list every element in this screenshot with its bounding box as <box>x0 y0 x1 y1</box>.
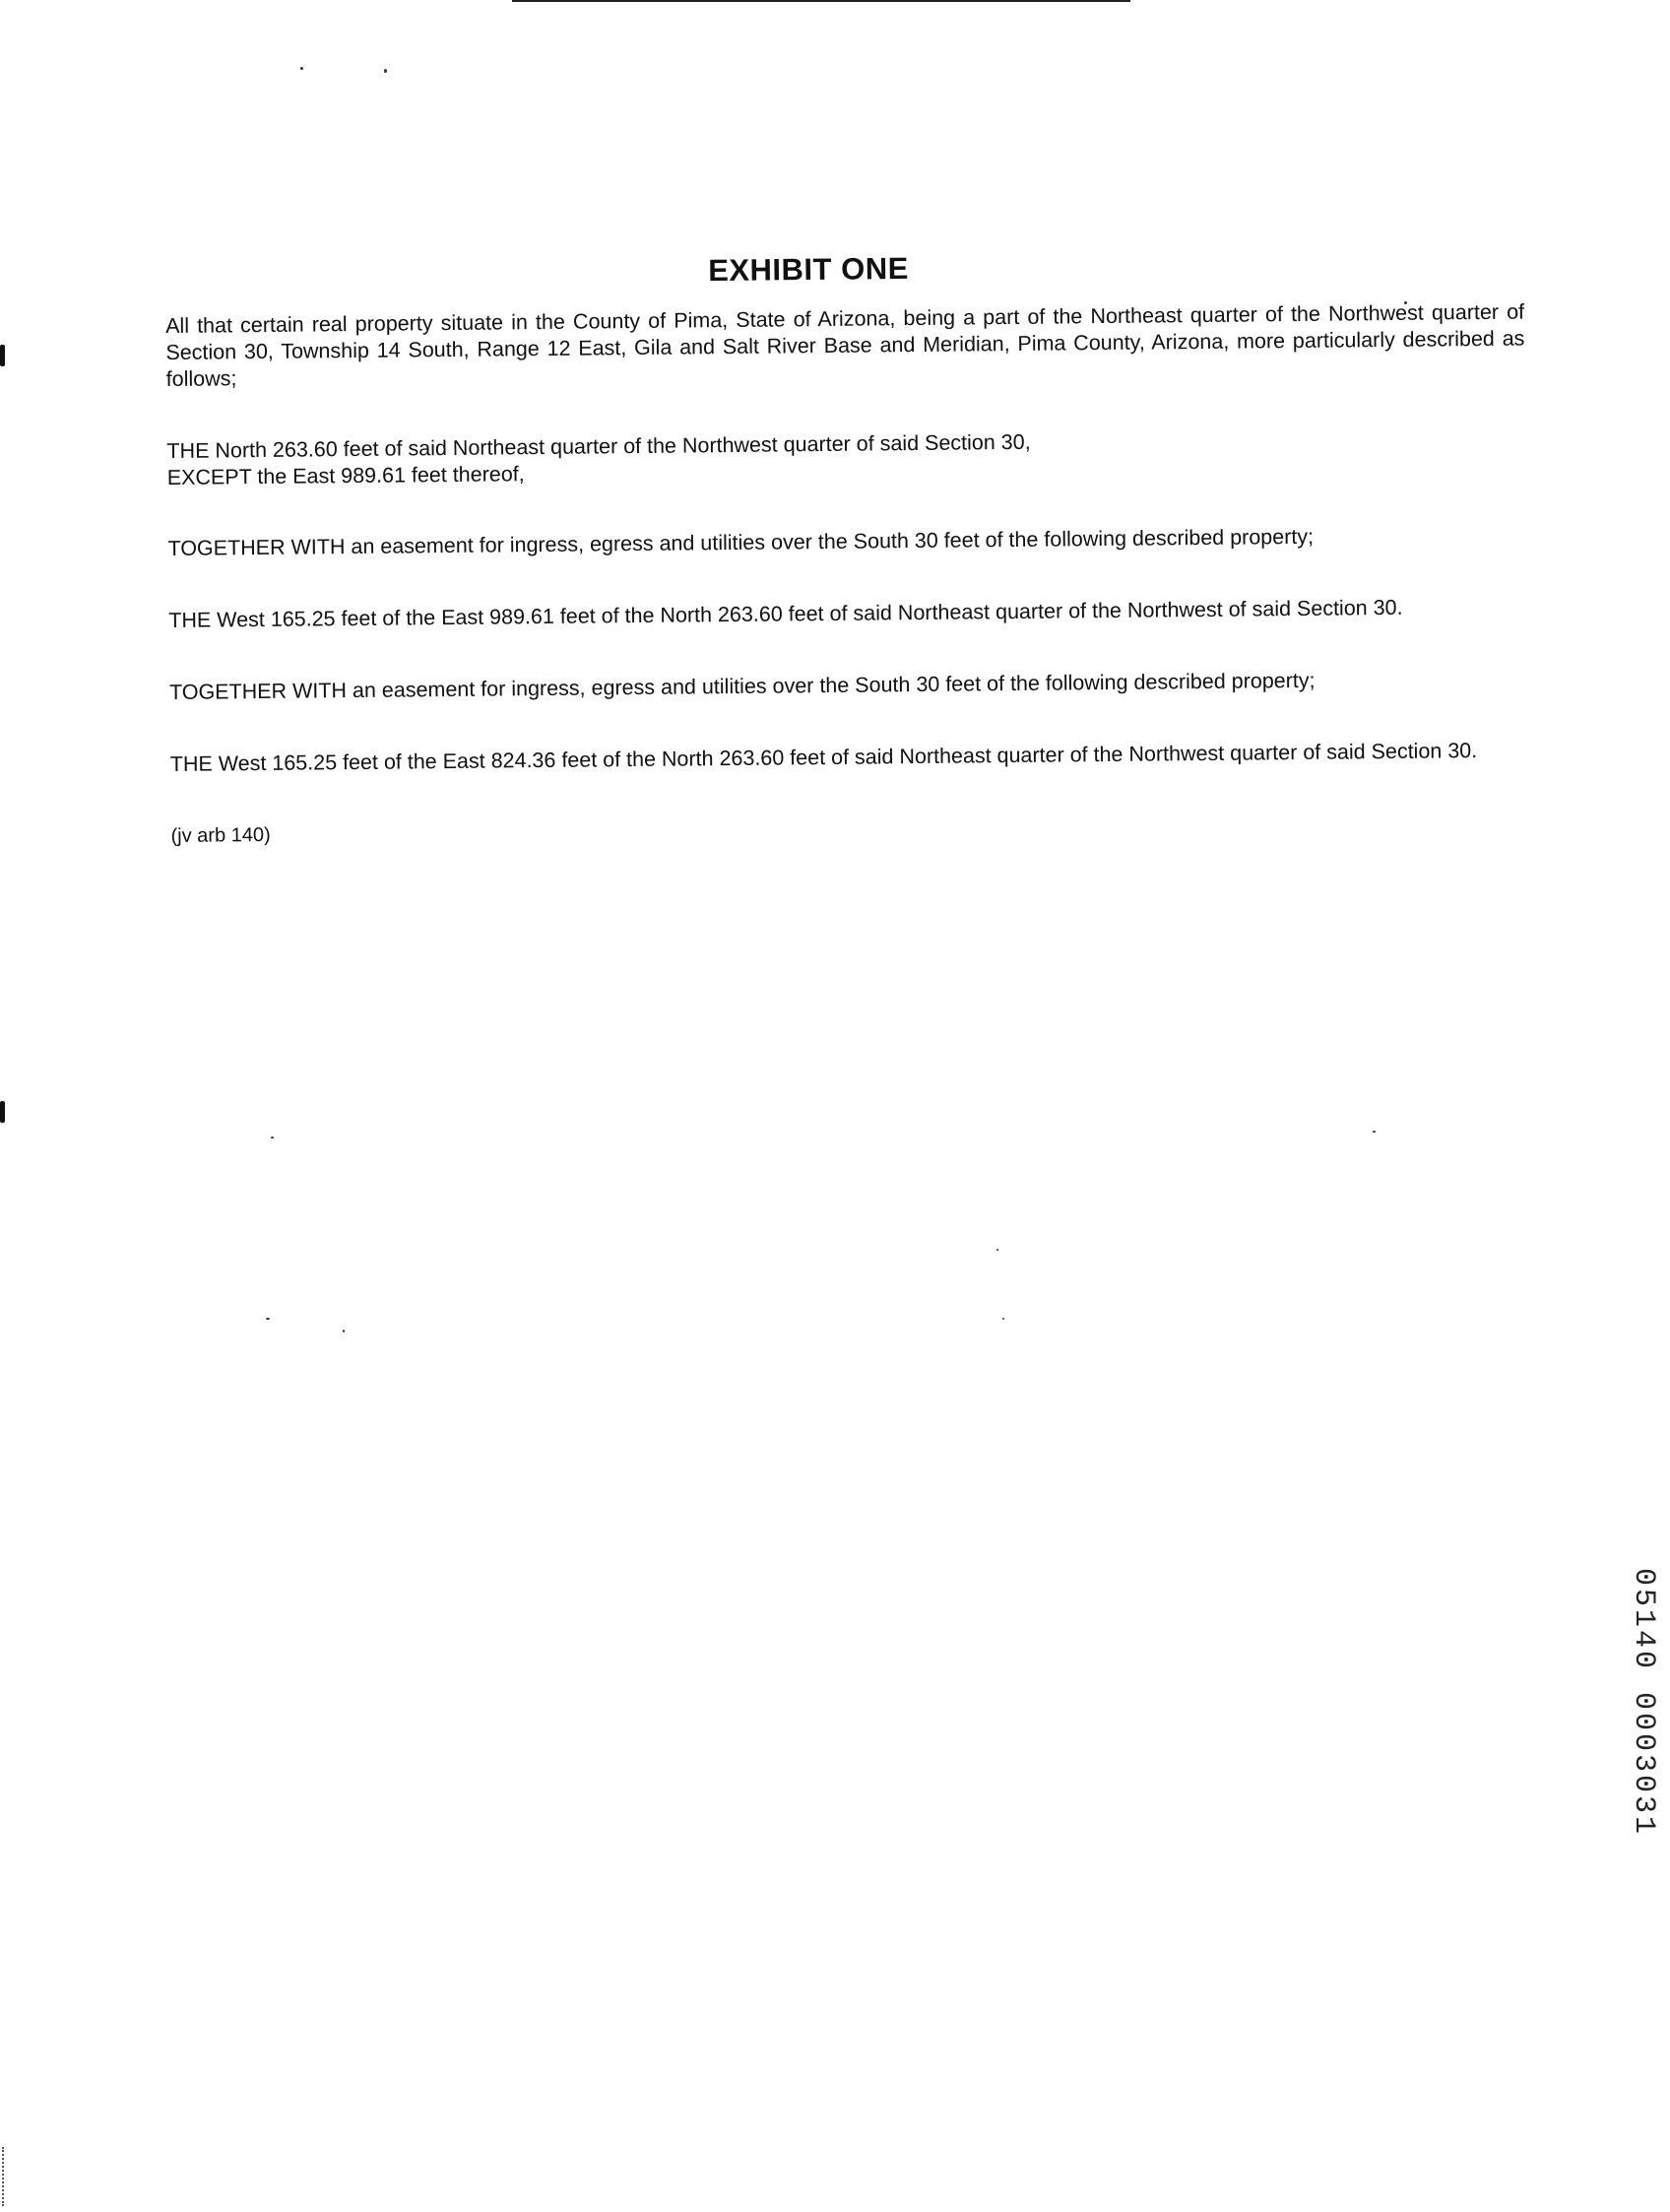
legal-description <box>165 299 1530 850</box>
scan-speck <box>996 1249 998 1251</box>
paragraph-north-except <box>166 424 1525 491</box>
scan-speck <box>266 1318 270 1320</box>
scan-edge-ticks <box>2 2147 6 2206</box>
scan-edge-mark <box>0 1101 5 1123</box>
scan-speck <box>271 1137 274 1139</box>
scan-speck <box>384 69 387 73</box>
line-except: EXCEPT the East 989.61 feet thereof, <box>166 462 525 489</box>
paragraph-west-parcel-2: THE West 165.25 feet of the East 824.36 feet of the North 263.60 feet of said Northeast quarter of the Northwest quarter of said Section 30. <box>169 739 1478 776</box>
document-title: EXHIBIT ONE <box>708 250 909 289</box>
paragraph-easement-2: TOGETHER WITH an easement for ingress, egress and utilities over the South 30 feet of the following described property; <box>168 668 1316 704</box>
scan-speck <box>1002 1318 1004 1320</box>
top-scan-edge <box>512 0 1130 2</box>
scan-speck <box>300 67 303 70</box>
paragraph-intro: All that certain real property situate in the County of Pima, State of Arizona, being a part of the Northeast quarter of the Northwest quarter of Section 30, Township 14 South, Range 12 East, Gila and Salt River Base and Meridian, Pima County, Arizona, more particularly described as follows; <box>165 299 1525 391</box>
scan-edge-mark <box>0 345 5 366</box>
scan-speck <box>343 1330 345 1333</box>
paragraph-west-parcel-1: THE West 165.25 feet of the East 989.61 feet of the North 263.60 feet of said Northeast quarter of the Northwest of said Section 30. <box>168 595 1403 632</box>
recording-stamp: 05140 0003031 <box>1627 1568 1660 1838</box>
scan-speck <box>1373 1131 1376 1133</box>
line-north: THE North 263.60 feet of said Northeast quarter of the Northwest quarter of said Section 30, <box>166 429 1031 463</box>
paragraph-easement-1: TOGETHER WITH an easement for ingress, egress and utilities over the South 30 feet of the following described property; <box>167 524 1315 560</box>
reference-note: (jv arb 140) <box>170 823 271 847</box>
